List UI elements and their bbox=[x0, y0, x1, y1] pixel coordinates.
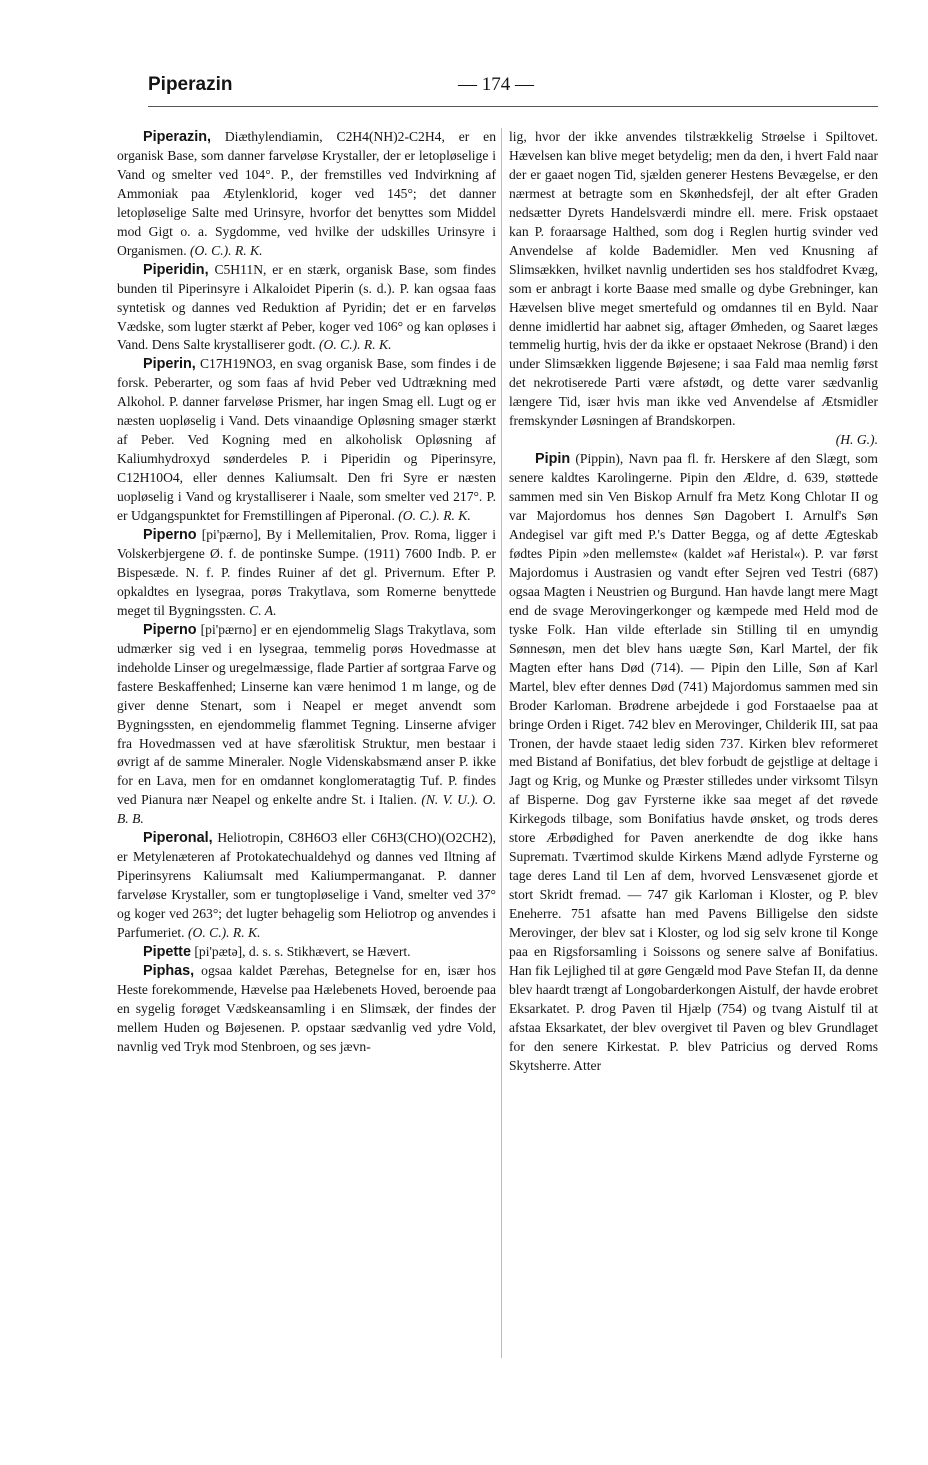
headword: Pipette bbox=[143, 943, 191, 960]
signature: (O. C.). R. K. bbox=[318, 337, 392, 353]
page-header bbox=[148, 74, 878, 104]
entry-piperno-town bbox=[117, 526, 496, 621]
entry-text: [pi'pærno] er en ejendommelig Slags Trakytlava, som udmærker sig ved i en lysegraa, temmelig porøs Hovedmasse at indeholde Linser og uregelmæssige, flade Partier af sortgraa Farve og fastere Beskaffenhed; Linserne kan være henimod 1 m lange, og de giver denne Stenart, som i Neapel er meget anvendt som Bygningssten, en ejendommelig flammet Tegning. Linserne afviger fra Hovedmassen ved at have sfærolitisk Struktur, men bestaar i øvrigt af de samme Mineraler. Nogle Videnskabsmænd anser P. ikke for en Lava, men for en omdannet konglomeratagtig Tuf. P. findes ved Pianura nær Neapel og enkelte andre St. i Italien. bbox=[117, 621, 496, 808]
entry-piphas-continued bbox=[509, 128, 878, 431]
headword: Piperonal, bbox=[143, 830, 213, 847]
left-column bbox=[117, 128, 496, 1057]
entry-pipette bbox=[117, 943, 496, 962]
running-head: Piperazin bbox=[148, 74, 233, 95]
right-column bbox=[509, 128, 878, 1076]
entry-piperazin bbox=[117, 128, 496, 261]
entry-text: ogsaa kaldet Pærehas, Betegnelse for en, især hos Heste forekommende, Hævelse paa Hælebenets Hoved, beroende paa en sygelig forøget Vædskeansamling i en Slimsæk, der findes der mellem Huden og Bøjesenen. P. opstaar sædvanlig ved ydre Vold, navnlig ved Tryk mod Stenbroen, og ses jævn- bbox=[117, 962, 496, 1054]
entry-piperno-lava bbox=[117, 621, 496, 829]
page-number: — 174 — bbox=[458, 74, 534, 95]
entry-text: Heliotropin, C8H6O3 eller C6H3(CHO)(O2CH2), er Metylenæteren af Protokatechualdehyd og dannes ved Iltning af Piperinsyrens Kaliumsalt med Kaliumpermanganat. P. danner farveløse Krystaller, som er tungtopløselige i Vand, smelter ved 37° og koger ved 263°; det lugter behagelig som Heliotrop og anvendes i Parfumeriet. bbox=[117, 830, 496, 941]
column-divider bbox=[501, 128, 502, 1358]
headword: Piphas, bbox=[143, 962, 195, 979]
entry-text: [pi'pærno], By i Mellemitalien, Prov. Roma, ligger i Volskerbjergene Ø. f. de pontinske Sumpe. (1911) 7600 Indb. P. er Bispesæde. N. f. P. findes Ruiner af det gl. Privernum. Efter P. opkaldtes en lysegraa, porøs Trakytlava, som Romerne benyttede meget til Bygningssten. bbox=[117, 527, 496, 618]
headword: Piperidin, bbox=[143, 261, 209, 278]
signature: (O. C.). R. K. bbox=[190, 242, 263, 258]
headword: Piperno bbox=[143, 621, 197, 638]
entry-piperidin bbox=[117, 261, 496, 356]
signature: (O. C.). R. K. bbox=[187, 925, 261, 941]
signature: (O. C.). R. K. bbox=[398, 508, 471, 524]
signature: (H. G.). bbox=[835, 432, 878, 448]
entry-text: (Pippin), Navn paa fl. fr. Herskere af den Slægt, som senere kaldtes Karolingerne. Pipin den Ældre, d. 639, støttede sammen med sin Ven Biskop Arnulf fra Metz Kong Chlotar II og var Majordomus hos dennes Søn Dagobert I. Arnulf's Søn Andegisel var gift med P.'s Datter Begga, og af dette Ægteskab fødtes Pipin »den mellemste« (kaldet »af Heristal«). P. var først Majordomus i Austrasien og vandt efter Sejren ved Testri (687) ogsaa Magten i Neustrien og Burgund. Han havde langt mere Magt end de svage Merovingerkonger og kæmpede med Held mod de tyske Folk. Han vilde efterlade sin Stilling til en umyndig Sønnesøn, men det blev hans uægte Søn, Karl Martel, der fik Magten efter hans Død (714). — Pipin den Lille, Søn af Karl Martel, blev efter dennes Død (741) Majordomus sammen med sin Broder Karloman. Brødrene arbejdede i god Forstaaelse paa at bringe Orden i Riget. 742 blev en Merovinger, Childerik III, sat paa Tronen, der havde staaet ledig siden 737. Kirken blev reformeret med Bistand af Bonifatius, det blev forbudt de gejstlige at deltage i Jagt og Krig, og Munke og Præster stilledes under virksomt Tilsyn af Bisperne. Dog gav Fyrsterne ikke saa meget af det røvede Kirkegods tilbage, som Bonifatius havde ønsket, og trods deres store Ærbødighed for Paven anerkendte de dog ikke hans Suprematı. Tværtimod skulde Kirkens Mænd adlyde Fyrsterne og tage deres Land til Len af dem, hvorved Lensvæsenet gjorde et stort Skridt fremad. — 747 gik Karloman i Kloster, og P. blev Eneherre. 751 afsatte han med Pavens Billigelse den sidste Merovinger, der blev sat i Kloster, og lod sig selv krone til Konge paa en Rigsforsamling i Soissons og senere salve af Bonifatius. Han fik Lejlighed til at gøre Gengæld mod Pave Stefan II, da denne blev haardt trængt af Longobarderkongen Aistulf, der havde erobret Eksarkatet. P. drog Paven til Hjælp (754) og tvang Aistulf til at afstaa Eksarkatet, der blev overgivet til Paven og blev Grundlaget for den senere Kirkestat. P. blev Patricius og derved Roms Skytsherre. Atter bbox=[509, 451, 878, 1073]
entry-text: C5H11N, er en stærk, organisk Base, som findes bunden til Piperinsyre i Alkaloidet Piperin (s. d.). P. kan ogsaa faas syntetisk og dannes ved Reduktion af Pyridin; det er en farveløs Vædske, som lugter stærkt af Peber, koger ved 106° og kan opløses i Vand. Dens Salte krystalliserer godt. bbox=[117, 261, 496, 353]
entry-piphas bbox=[117, 962, 496, 1057]
signature: C. A. bbox=[249, 602, 277, 618]
headword: Pipin bbox=[535, 451, 571, 468]
headword: Piperazin, bbox=[143, 129, 211, 145]
signature: (N. V. U.). O. B. B. bbox=[117, 792, 496, 827]
entry-text: [pi'pætə], d. s. s. Stikhævert, se Hævert. bbox=[190, 943, 411, 959]
entry-text: C17H19NO3, en svag organisk Base, som findes i de forsk. Peberarter, og som faas af hvid Peber ved Udtrækning med Alkohol. P. danner farveløse Prismer, har ingen Smag ell. Lugt og er næsten uopløselig i Vand. Dets vinaandige Opløsning smager stærkt af Peber. Ved Kogning med en alkoholisk Opløsning af Kaliumhydroxyd sønderdeles P. i Piperidin og Piperinsyre, C12H10O4, eller dennes Kaliumsalt. Den fri Syre er næsten uopløselig i Vand og krystalliserer i Naale, som smelter ved 217°. P. er Udgangspunktet for Fremstillingen af Piperonal. bbox=[117, 356, 496, 524]
entry-piperin bbox=[117, 355, 496, 526]
headword: Piperin, bbox=[143, 356, 196, 373]
entry-text: lig, hvor der ikke anvendes tilstrækkelig Strøelse i Spiltovet. Hævelsen kan blive meget betydelig; men da den, i hvert Fald naar der er gaaet nogen Tid, sjælden generer Hestens Bevægelse, er den nærmest at betragte som en Skønhedsfejl, der alt efter Graden nedsætter Dyrets Handelsværdi mindre ell. mere. Frisk opstaaet kan P. foraarsage Halthed, som dog i Reglen hurtig svinder ved Anvendelse af kolde Bademidler. Men ved Knusning af Slimsækken, hvilket navnlig undertiden ses hos staldfodret Kvæg, som er anbragt i korte Baase med smalle og dybe Grebninger, kan Hævelsen blive meget smertefuld og omdannes til en Byld. Naar denne imidlertid har aabnet sig, aftager Ømheden, og Saaret læges temmelig hurtig, hvis der da ikke er opstaaet Nekrose (Brand) i den under Slimsækken liggende Bøjesene; i saa Fald maa nemlig først det nekrotiserede Parti være afstødt, og dette varer sædvanlig længere Tid, især hvis man ikke ved Anvendelse af Ætsmidler fremskynder Løsningen af Brandskorpen. bbox=[509, 129, 878, 429]
entry-pipin bbox=[509, 450, 878, 1075]
headword: Piperno bbox=[143, 527, 197, 544]
entry-piperonal bbox=[117, 829, 496, 943]
header-rule bbox=[148, 106, 878, 107]
entry-text: Diæthylendiamin, C2H4(NH)2-C2H4, er en organisk Base, som danner farveløse Krystaller, der er letopløselige i Vand og smelter ved 104°. P., der fremstilles ved Indvirkning af Ammoniak paa Ætylenklorid, koger ved 145°; det danner letopløselige Salte med Urinsyre, hvorfor det benyttes som Middel mod Gigt o. a. Sygdomme, ved hvilke der udskilles Urinsyre i Organismen. bbox=[117, 129, 496, 258]
